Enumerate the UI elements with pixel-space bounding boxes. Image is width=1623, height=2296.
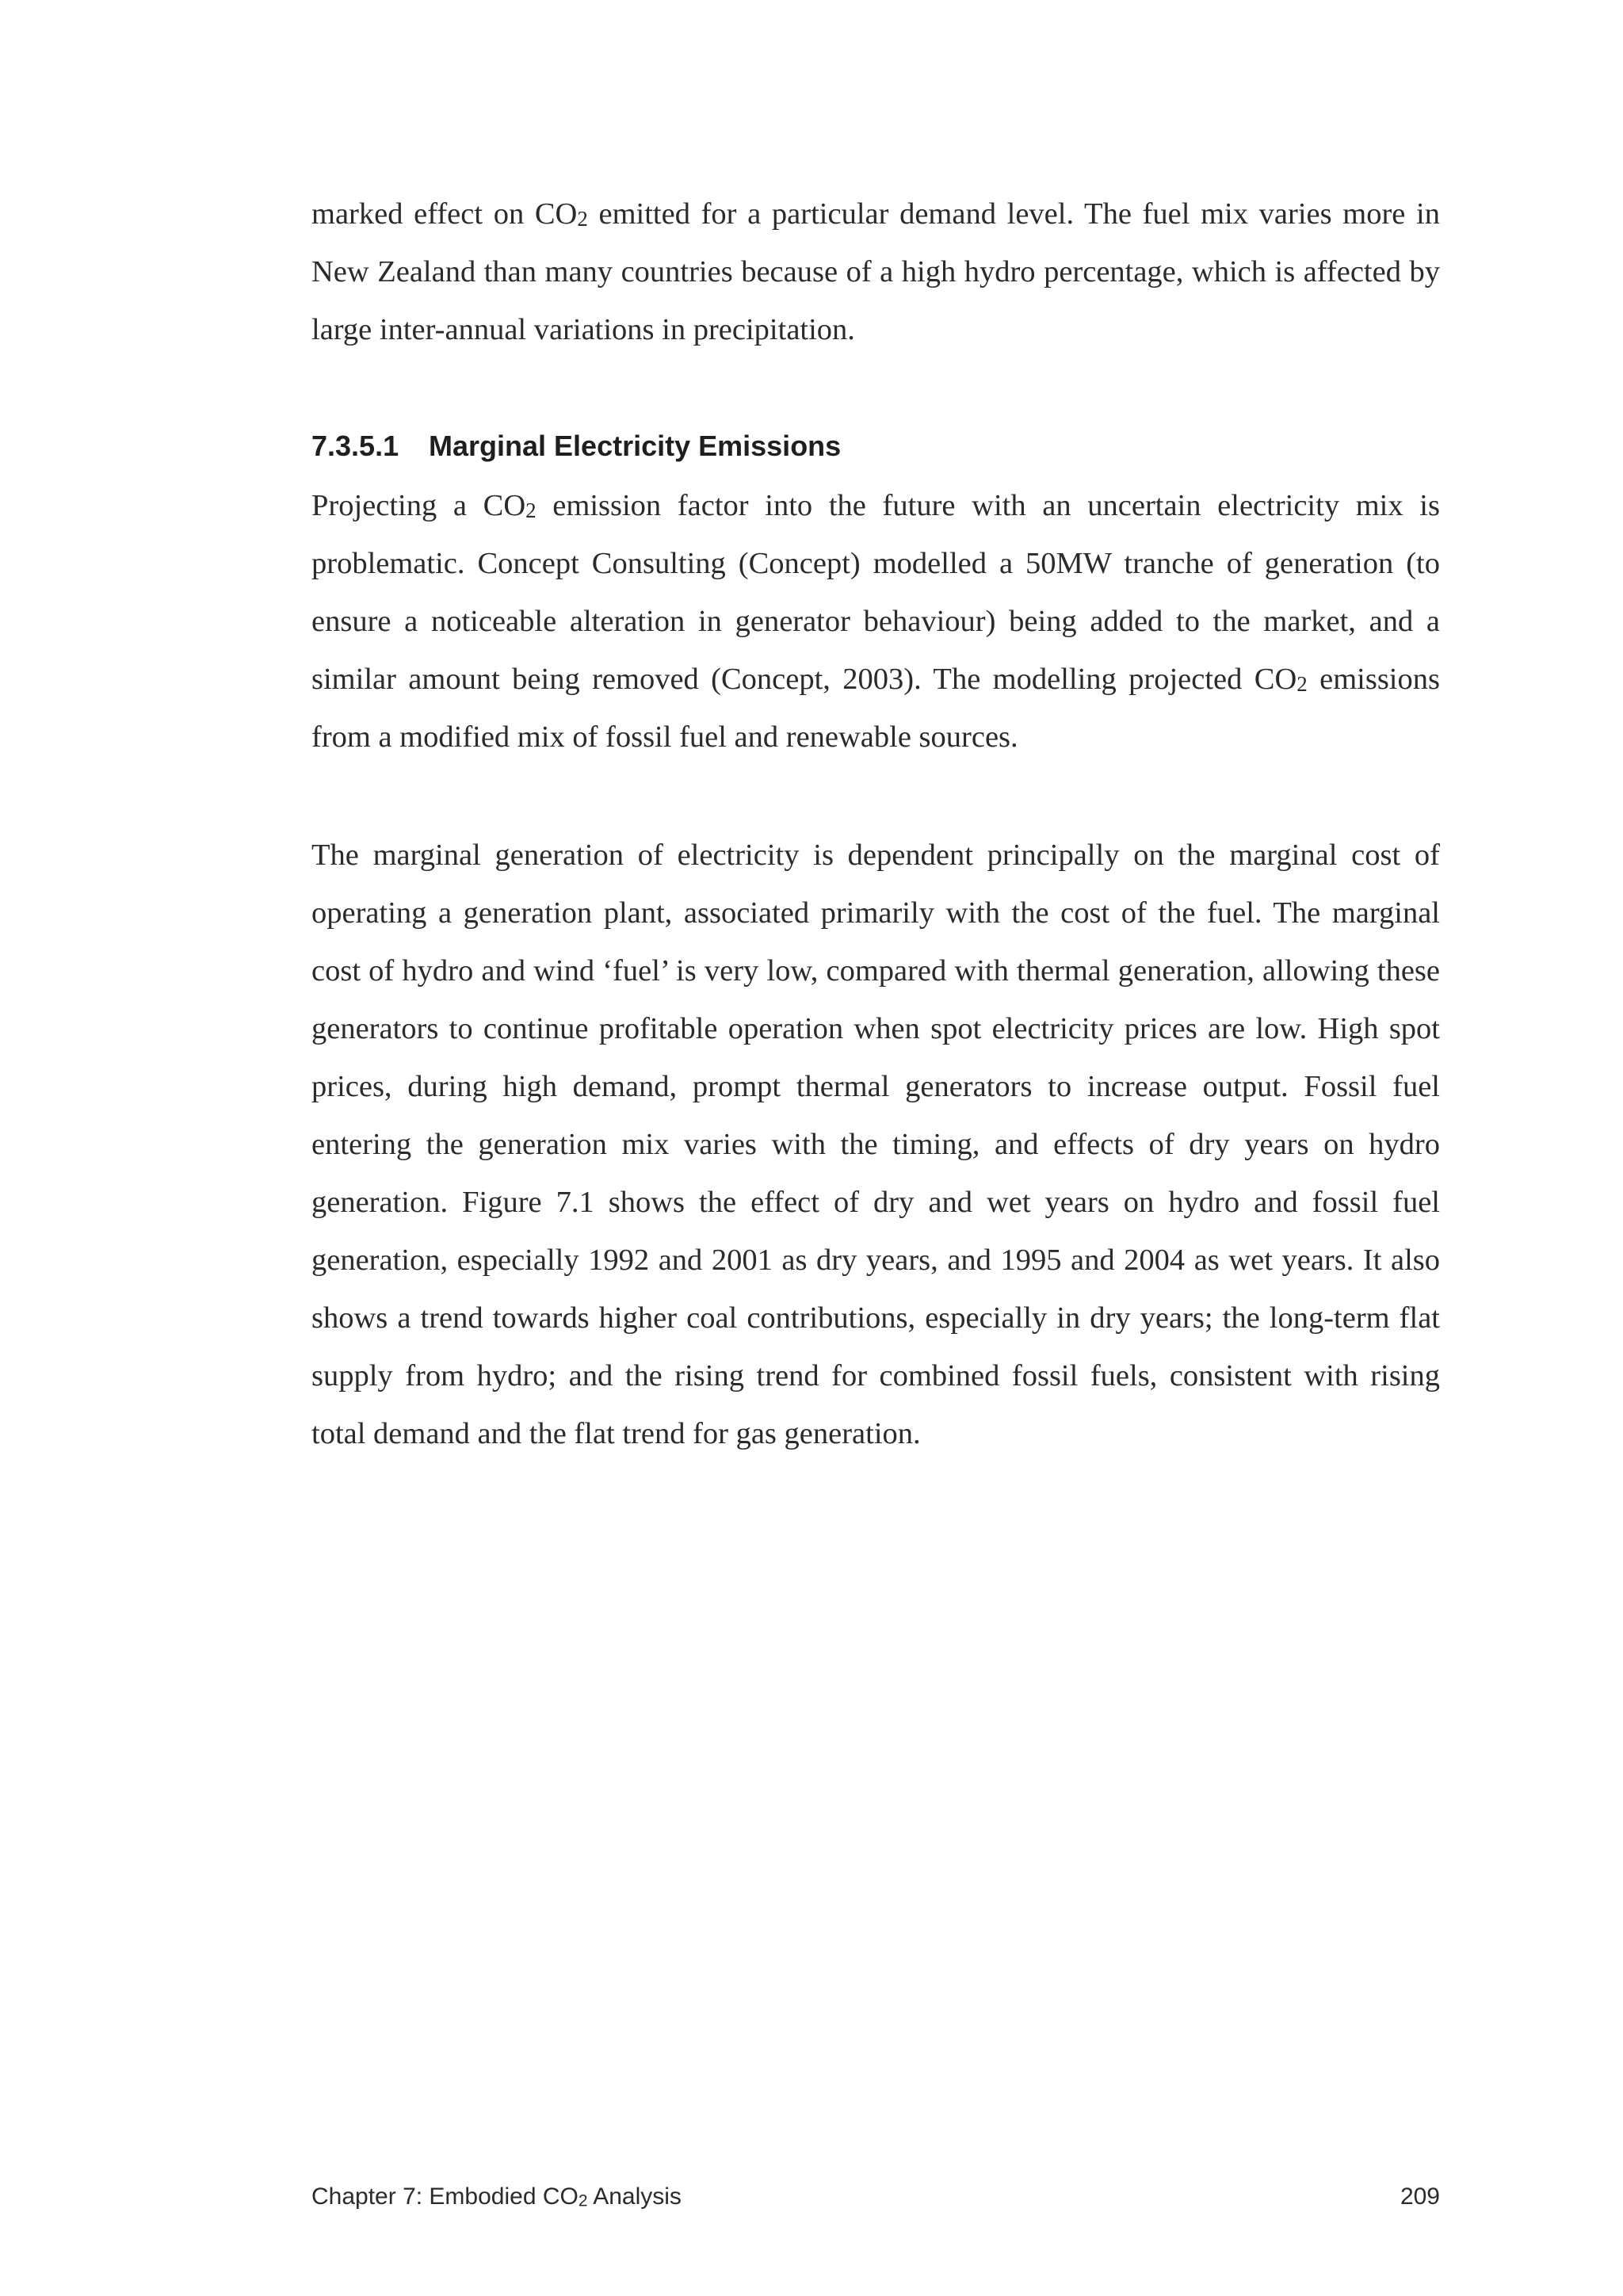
co2-subscript: 2 <box>1296 672 1308 697</box>
paragraph-intro-text-a: marked effect on CO <box>311 197 578 231</box>
paragraph-2-text-a: Projecting a CO <box>311 489 526 522</box>
co2-subscript: 2 <box>577 207 588 231</box>
co2-subscript: 2 <box>525 499 537 523</box>
paragraph-intro-text-b: emitted for a particular demand level. The fuel mix varies more in New Zealand than many countries because of a high hydro percentage, which is affected by large inter-annual variations in precipitation. <box>311 197 1440 346</box>
footer-chapter-title <box>311 2181 682 2213</box>
paragraph-marginal-generation: The marginal generation of electricity is dependent principally on the marginal cost of operating a generation plant, associated primarily with the cost of the fuel. The marginal cost of hydro and wind ‘fuel’ is very low, compared with thermal generation, allowing these generators to continue profitable operation when spot electricity prices are low. High spot prices, during high demand, prompt thermal generators to increase output. Fossil fuel entering the generation mix varies with the timing, and effects of dry years on hydro generation. Figure 7.1 shows the effect of dry and wet years on hydro and fossil fuel generation, especially 1992 and 2001 as dry years, and 1995 and 2004 as wet years. It also shows a trend towards higher coal contributions, especially in dry years; the long-term flat supply from hydro; and the rising trend for combined fossil fuels, consistent with rising total demand and the flat trend for gas generation. <box>311 839 1440 1450</box>
section-title: Marginal Electricity Emissions <box>429 430 842 462</box>
co2-subscript: 2 <box>578 2191 588 2210</box>
paragraph-marginal-emissions <box>311 477 1440 766</box>
footer-chapter-text-b: Analysis <box>587 2183 682 2210</box>
paragraph-intro <box>311 185 1440 359</box>
section-number: 7.3.5.1 <box>311 430 399 462</box>
paragraph-2-text-c: emissions from a modified mix of fossil fuel and renewable sources. <box>311 663 1440 754</box>
paragraph-2-text-b: emission factor into the future with an uncertain electricity mix is problematic. Concept Consulting (Concept) modelled a 50MW tranche of generation (to ensure a noticeable alteration in generator behaviour) being added to the market, and a similar amount being removed (Concept, 2003). The modelling projected CO <box>311 489 1440 696</box>
section-heading <box>311 424 1440 468</box>
page-number: 209 <box>1400 2183 1440 2210</box>
footer-chapter-text-a: Chapter 7: Embodied CO <box>311 2183 579 2210</box>
